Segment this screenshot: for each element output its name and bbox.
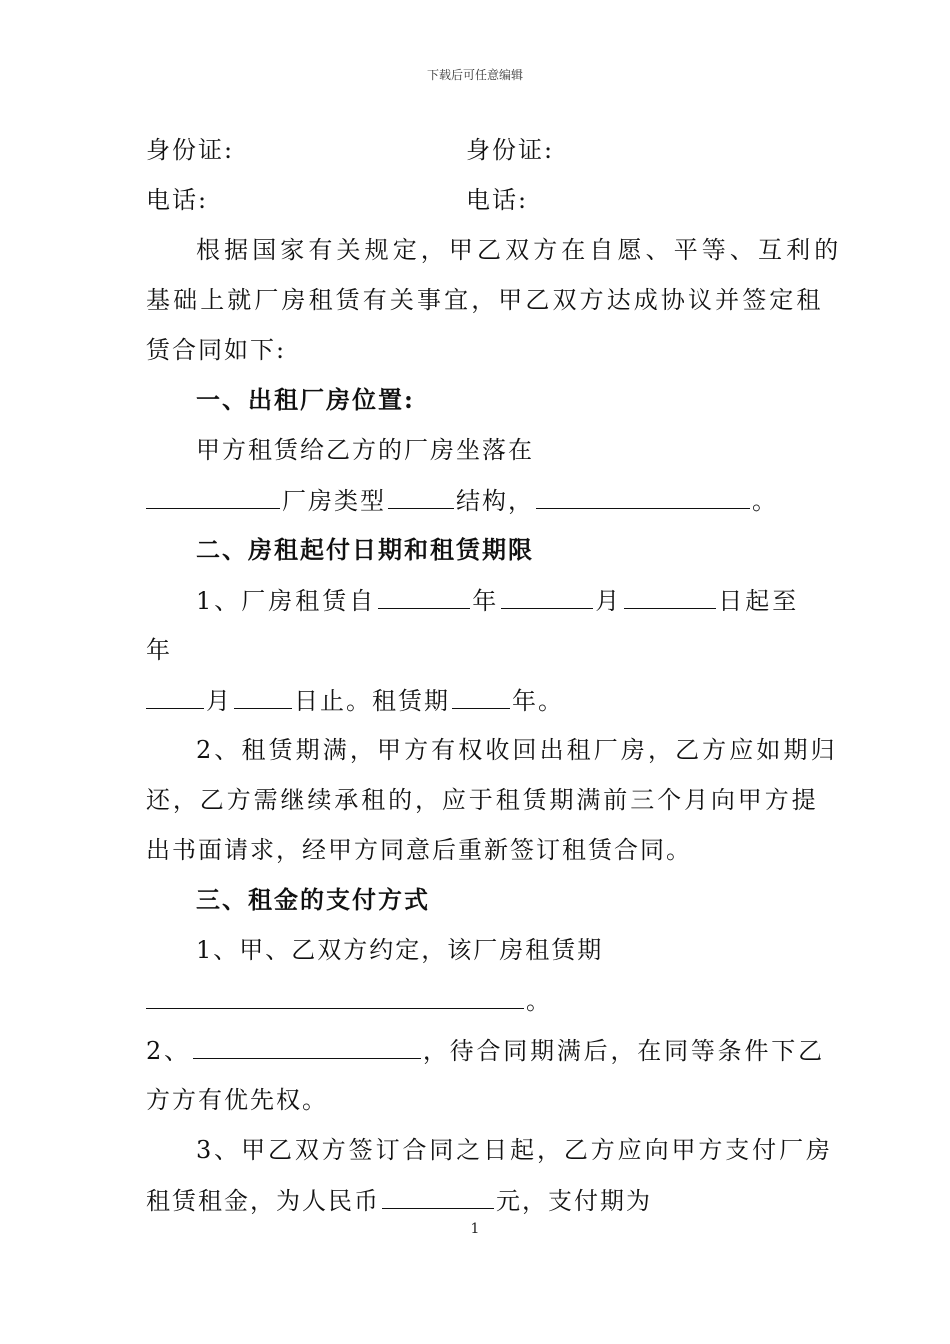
end-day-label: 日止。租赁期 [294, 687, 450, 715]
intro-line-2: 基础上就厂房租赁有关事宜，甲乙双方达成协议并签定租 [146, 286, 824, 314]
party-a-id-label: 身份证: [146, 136, 235, 164]
rent-amount-blank[interactable] [382, 1186, 494, 1209]
section1-end: 。 [752, 487, 778, 515]
section3-item1: 1、甲、乙双方约定，该厂房租赁期 [196, 936, 604, 964]
party-b-id-label: 身份证: [466, 136, 555, 164]
lease-start-label: 1、厂房租赁自 [196, 587, 377, 615]
page-number: 1 [470, 1221, 480, 1237]
section3-item2-line2: 方方有优先权。 [146, 1086, 328, 1114]
section3-item1-blank-line [146, 986, 552, 1015]
item2-blank[interactable] [193, 1036, 421, 1059]
intro-line-1: 根据国家有关规定，甲乙双方在自愿、平等、互利的 [196, 236, 843, 264]
structure-label: 结构， [456, 487, 534, 515]
section3-heading: 三、租金的支付方式 [196, 885, 430, 914]
day-start-label: 日起至 [718, 587, 800, 615]
section2-end-line [146, 686, 564, 715]
intro-line-3: 赁合同如下: [146, 336, 287, 364]
party-a-phone-label: 电话: [146, 186, 209, 214]
section3-item1-end: 。 [526, 987, 552, 1015]
month-label: 月 [595, 587, 623, 615]
year-label: 年 [472, 587, 500, 615]
item2-rest: ，待合同期满后，在同等条件下乙 [422, 1037, 825, 1065]
section2-heading: 二、房租起付日期和租赁期限 [196, 535, 534, 564]
rent-amount-label: 租赁租金，为人民币 [146, 1187, 380, 1215]
start-year-blank[interactable] [378, 586, 470, 609]
factory-type-blank[interactable] [388, 486, 454, 509]
factory-type-label: 厂房类型 [282, 487, 386, 515]
start-day-blank[interactable] [624, 586, 716, 609]
lease-term-blank[interactable] [146, 986, 524, 1009]
start-month-blank[interactable] [501, 586, 593, 609]
end-day-blank[interactable] [234, 686, 292, 709]
end-year-label: 年 [146, 636, 172, 664]
payment-period-label: 元，支付期为 [496, 1187, 652, 1215]
section3-item3-line2 [146, 1186, 652, 1215]
lease-years-label: 年。 [512, 687, 564, 715]
page-header: 下载后可任意编辑 [426, 68, 523, 82]
lease-years-blank[interactable] [452, 686, 510, 709]
section1-heading: 一、出租厂房位置: [196, 385, 415, 414]
section2-item2-line1: 2、租赁期满，甲方有权收回出租厂房，乙方应如期归 [196, 736, 838, 764]
item2-number: 2、 [146, 1037, 191, 1065]
end-month-label: 月 [206, 687, 232, 715]
location-blank[interactable] [146, 486, 280, 509]
end-month-blank[interactable] [146, 686, 204, 709]
section2-item2-line3: 出书面请求，经甲方同意后重新签订租赁合同。 [146, 836, 692, 864]
section1-type-line [146, 486, 778, 515]
party-b-phone-label: 电话: [466, 186, 529, 214]
section2-item1-line [196, 586, 799, 615]
section3-item2-line1 [146, 1036, 825, 1065]
structure-blank[interactable] [536, 486, 750, 509]
section2-item2-line2: 还，乙方需继续承租的，应于租赁期满前三个月向甲方提 [146, 786, 819, 814]
section3-item3-line1: 3、甲乙双方签订合同之日起，乙方应向甲方支付厂房 [196, 1136, 833, 1164]
section1-location-text: 甲方租赁给乙方的厂房坐落在 [196, 436, 534, 464]
